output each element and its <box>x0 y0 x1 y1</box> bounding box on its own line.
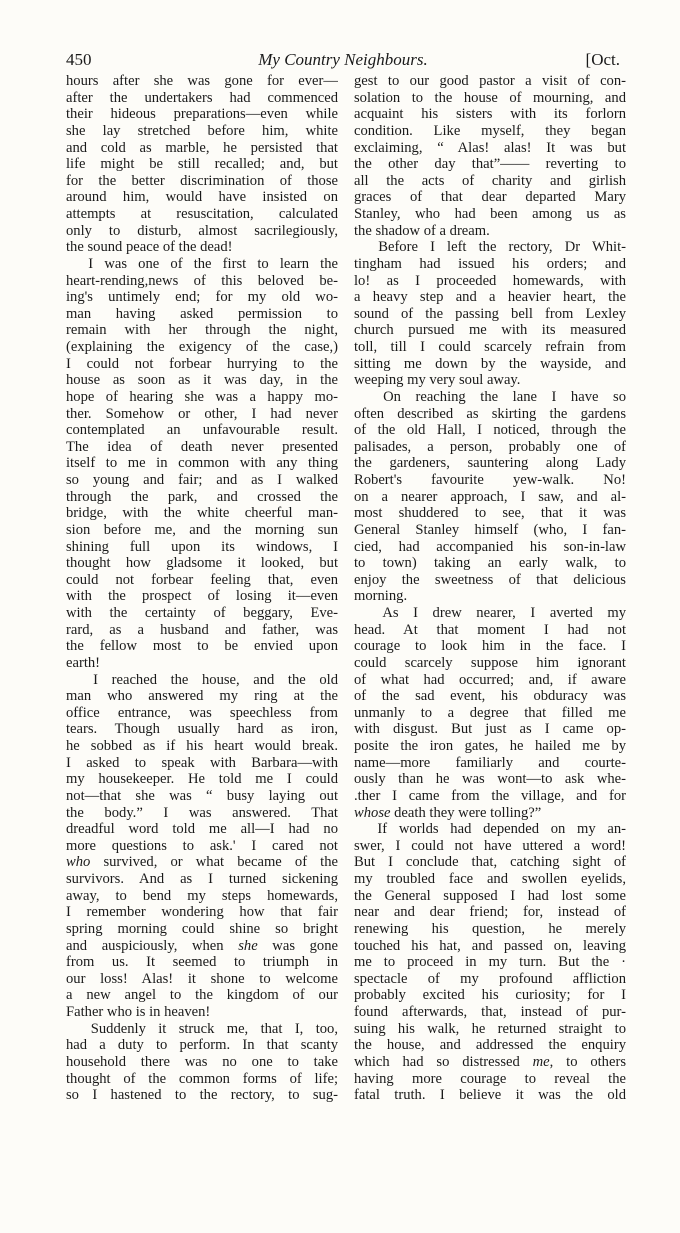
text-line: sion before me, and the morning sun <box>66 521 338 538</box>
text-line: posite the iron gates, he hailed me by <box>354 738 626 754</box>
text-line: the shadow of a dream. <box>354 222 490 239</box>
text-line: exclaiming, “ Alas! alas! It was but <box>354 139 626 156</box>
text-line: tingham had issued his orders; and <box>354 255 626 272</box>
text-line: On reaching the lane I have so <box>354 388 626 405</box>
text-line: of what had occurred; and, if aware <box>354 671 626 688</box>
text-line: condition. Like myself, they began <box>354 122 626 139</box>
text-line: the body.” I was answered. That <box>66 804 338 821</box>
text-line: But I conclude that, catching sight of <box>354 854 626 871</box>
text-line: solation to the house of mourning, and <box>354 89 626 106</box>
text-line: head. At that moment I had not <box>354 621 626 638</box>
text-line: As I drew nearer, I averted my <box>354 605 626 621</box>
text-line: palisades, a person, probably one of <box>354 438 626 455</box>
text-line: ously than he was wont—to ask whe- <box>354 771 626 788</box>
text-line: not—that she was “ busy laying out <box>66 787 338 804</box>
text-line: a new angel to the kingdom of our <box>66 987 338 1004</box>
text-line: the fellow most to be envied upon <box>66 638 338 655</box>
text-column-left <box>66 73 338 1104</box>
text-line: fatal truth. I believe it was the old <box>354 1087 626 1104</box>
text-line: with disgust. But just as I came op- <box>354 721 626 738</box>
header-month: [Oct. <box>585 50 620 69</box>
text-line: so I hastened to the rectory, to sug- <box>66 1087 338 1104</box>
text-line: ther. Somehow or other, I had never <box>66 405 338 422</box>
text-line: The idea of death never presented <box>66 438 338 455</box>
text-line: and auspiciously, when she was gone <box>66 937 338 954</box>
text-column-right <box>354 73 626 1104</box>
text-line: man who answered my ring at the <box>66 688 338 705</box>
text-line: I could not forbear hurrying to the <box>66 355 338 372</box>
text-line: through the park, and crossed the <box>66 488 338 505</box>
text-line: after the undertakers had commenced <box>66 89 338 106</box>
text-line: (explaining the exigency of the case,) <box>66 339 338 355</box>
text-line: who survived, or what became of the <box>66 854 338 871</box>
text-line: could scarcely suppose him ignorant <box>354 654 626 671</box>
text-line: most shuddered to see, that it was <box>354 505 626 522</box>
text-line: .ther I came from the village, and for <box>354 787 626 804</box>
text-line: the sound peace of the dead! <box>66 239 233 256</box>
text-line: often described as skirting the gardens <box>354 405 626 422</box>
text-line: renewing his question, he merely <box>354 920 626 937</box>
text-line: so young and fair; and as I walked <box>66 472 338 488</box>
text-line: man having asked permission to <box>66 305 338 322</box>
text-line: household there was no one to take <box>66 1053 338 1070</box>
text-line: on a nearer approach, I saw, and al- <box>354 488 626 505</box>
text-line: around him, would have insisted on <box>66 189 338 206</box>
text-line: office entrance, was speechless from <box>66 704 338 721</box>
text-line: touched his hat, and passed on, leaving <box>354 937 626 954</box>
text-line: for the better discrimination of those <box>66 172 338 189</box>
text-line: my housekeeper. He told me I could <box>66 771 338 788</box>
text-line: gest to our good pastor a visit of con- <box>354 73 626 89</box>
text-line: only to disturb, almost sacrilegiously, <box>66 222 338 239</box>
text-line: dreadful word told me all—I had no <box>66 821 338 838</box>
text-line: thought how gladsome it looked, but <box>66 555 338 572</box>
text-line: with the prospect of losing it—even <box>66 588 338 605</box>
text-line: Suddenly it struck me, that I, too, <box>66 1020 338 1037</box>
text-line: Before I left the rectory, Dr Whit- <box>354 239 626 256</box>
text-line: hours after she was gone for ever— <box>66 73 338 89</box>
text-line: survivors. And as I turned sickening <box>66 871 338 887</box>
text-line: the house, and addressed the enquiry <box>354 1037 626 1054</box>
page-number: 450 <box>66 50 92 69</box>
text-line: whose death they were tolling?” <box>354 804 542 821</box>
text-line: she lay stretched before him, white <box>66 122 338 139</box>
text-line: from us. It seemed to triumph in <box>66 954 338 971</box>
running-title: My Country Neighbours. <box>258 50 428 69</box>
text-line: which had so distressed me, to others <box>354 1053 626 1070</box>
text-line: enjoy the sweetness of that delicious <box>354 571 626 588</box>
text-line: suing his walk, he returned straight to <box>354 1020 626 1037</box>
text-line: shining full upon its windows, I <box>66 538 338 555</box>
text-line: a heavy step and a heavier heart, the <box>354 289 626 306</box>
text-line: with the certainty of beggary, Eve- <box>66 605 338 621</box>
text-line: all the acts of charity and girlish <box>354 172 626 189</box>
text-line: the General supposed I had lost some <box>354 887 626 904</box>
text-line: I reached the house, and the old <box>66 671 338 688</box>
text-line: bridge, with the white cheerful man- <box>66 505 338 522</box>
text-line: had a duty to perform. In that scanty <box>66 1037 338 1054</box>
text-line: remain with her through the night, <box>66 322 338 339</box>
text-line: away, to bend my steps homewards, <box>66 887 338 904</box>
text-line: name—more familiarly and courte- <box>354 754 626 771</box>
text-line: house as soon as it was day, in the <box>66 372 338 389</box>
text-line: hope of hearing she was a happy mo- <box>66 388 338 405</box>
text-line: to town) taking an early walk, to <box>354 555 626 572</box>
text-line: courage to look him in the face. I <box>354 638 626 655</box>
text-line: spectacle of my profound affliction <box>354 970 626 987</box>
text-line: tears. Though usually hard as iron, <box>66 721 338 738</box>
text-line: rard, as a husband and father, was <box>66 621 338 638</box>
text-line: near and dear friend; for, instead of <box>354 904 626 921</box>
text-line: spring morning could shine so bright <box>66 920 338 937</box>
text-line: the other day that”—— reverting to <box>354 156 626 173</box>
text-line: their hideous preparations—even while <box>66 106 338 123</box>
text-line: I was one of the first to learn the <box>66 255 338 272</box>
text-line: our loss! Alas! it shone to welcome <box>66 970 338 987</box>
text-line: life might be still recalled; and, but <box>66 156 338 173</box>
text-line: found afterwards, that, instead of pur- <box>354 1004 626 1020</box>
text-line: Stanley, who had been among us as <box>354 206 626 222</box>
text-line: earth! <box>66 654 101 671</box>
text-line: of the old Hall, I noticed, through the <box>354 422 626 439</box>
text-line: I asked to speak with Barbara—with <box>66 754 338 771</box>
text-line: he sobbed as if his heart would break. <box>66 738 338 754</box>
text-line: ing's untimely end; for my old wo- <box>66 289 338 306</box>
text-line: having more courage to reveal the <box>354 1070 626 1087</box>
text-line: probably excited his curiosity; for I <box>354 987 626 1004</box>
text-line: lo! as I proceeded homewards, with <box>354 272 626 289</box>
text-line: swer, I could not have uttered a word! <box>354 837 626 854</box>
text-line: toll, till I could scarcely refrain from <box>354 339 626 355</box>
text-line: and cold as marble, he persisted that <box>66 139 338 156</box>
text-line: me to proceed in my turn. But the · <box>354 954 626 971</box>
text-line: Robert's favourite yew-walk. No! <box>354 472 626 488</box>
text-line: itself to me in common with any thing <box>66 455 338 472</box>
text-line: sitting me down by the wayside, and <box>354 355 626 372</box>
text-line: sound of the passing bell from Lexley <box>354 305 626 322</box>
text-line: my troubled face and swollen eyelids, <box>354 871 626 887</box>
text-line: cied, had accompanied his son-in-law <box>354 538 626 555</box>
text-line: weeping my very soul away. <box>354 372 521 389</box>
text-line: the gardeners, sauntering along Lady <box>354 455 626 472</box>
text-line: acquaint his sisters with its forlorn <box>354 106 626 123</box>
text-line: General Stanley himself (who, I fan- <box>354 521 626 538</box>
text-line: If worlds had depended on my an- <box>354 821 626 838</box>
text-line: heart-rending,news of this beloved be- <box>66 272 338 289</box>
text-line: I remember wondering how that fair <box>66 904 338 921</box>
text-line: of the sad event, his obduracy was <box>354 688 626 705</box>
text-line: Father who is in heaven! <box>66 1004 211 1020</box>
text-line: contemplated an unfavourable result. <box>66 422 338 439</box>
text-line: attempts at resuscitation, calculated <box>66 206 338 222</box>
text-line: unmanly to a degree that filled me <box>354 704 626 721</box>
text-line: could not forbear feeling that, even <box>66 571 338 588</box>
text-line: more questions to ask.' I cared not <box>66 837 338 854</box>
text-line: graces of that dear departed Mary <box>354 189 626 206</box>
running-header <box>66 50 620 72</box>
text-line: thought of the common forms of life; <box>66 1070 338 1087</box>
text-line: morning. <box>354 588 408 605</box>
text-line: church pursued me with its measured <box>354 322 626 339</box>
